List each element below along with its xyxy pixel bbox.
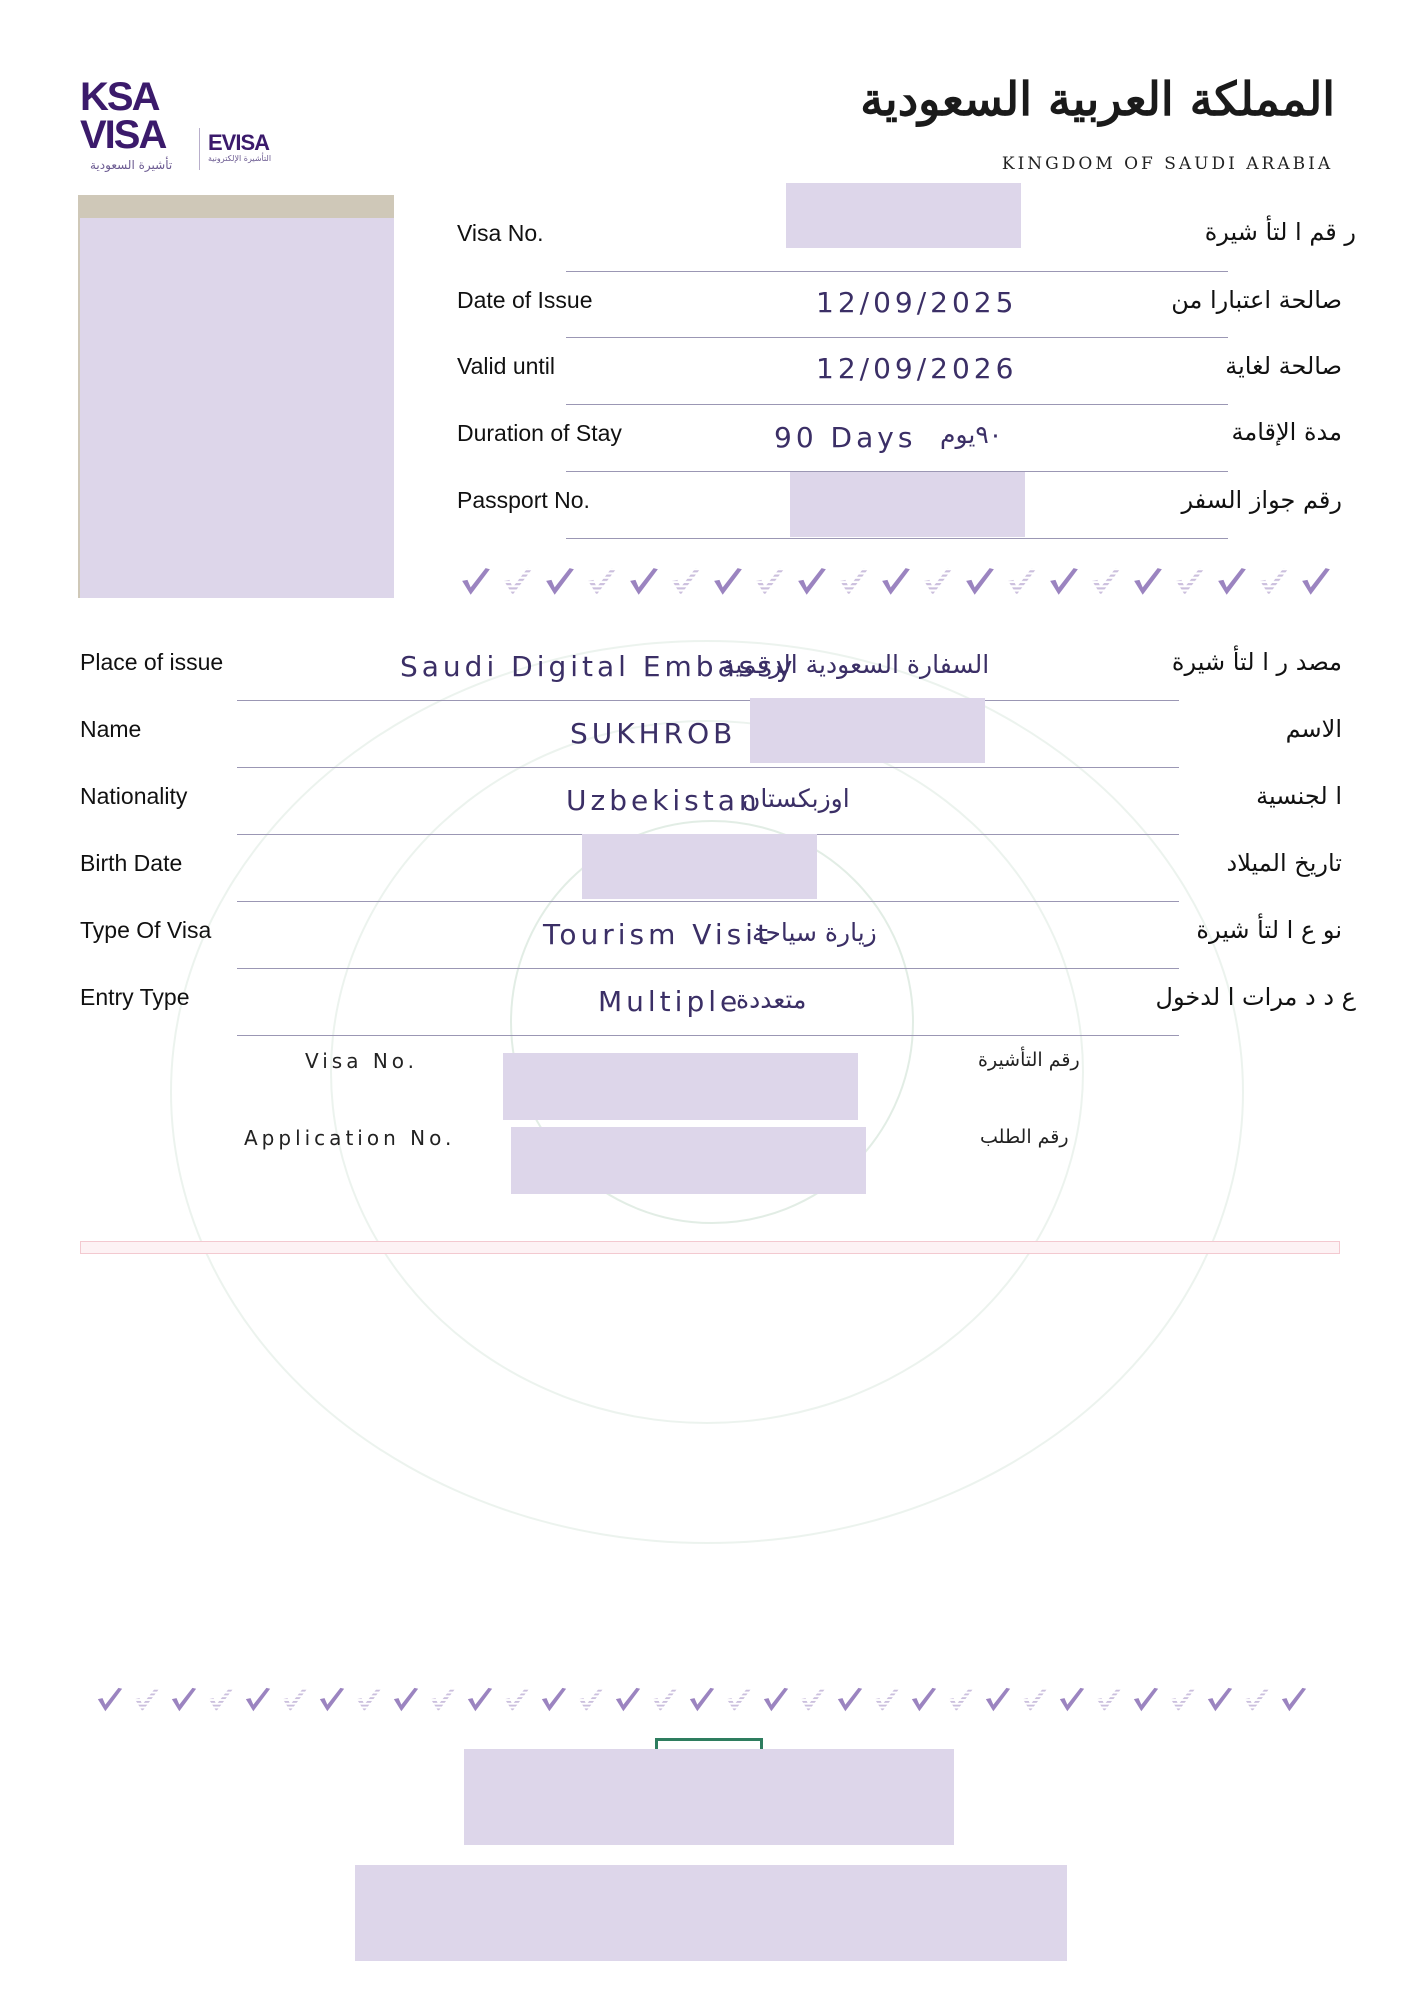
checkmark-icon bbox=[1206, 1686, 1234, 1714]
barcode-redaction bbox=[355, 1865, 1067, 1961]
checkmark-icon bbox=[688, 1686, 716, 1714]
checkmark-icon bbox=[796, 566, 828, 598]
checkmark-icon bbox=[1132, 1686, 1160, 1714]
application-number-redaction bbox=[511, 1127, 866, 1194]
checkmark-icon bbox=[880, 566, 912, 598]
visa-number-redaction bbox=[786, 183, 1021, 248]
divider bbox=[566, 404, 1228, 405]
checkmark-icon bbox=[754, 566, 786, 598]
checkmark-icon bbox=[725, 1686, 753, 1714]
checkmark-icon bbox=[429, 1686, 457, 1714]
divider bbox=[237, 901, 1179, 902]
checkmark-icon bbox=[170, 1686, 198, 1714]
entry-type-label-ar: ع د د مرات ا لدخول bbox=[1155, 983, 1356, 1011]
separator-band bbox=[80, 1241, 1340, 1254]
ref-visa-number-label: Visa No. bbox=[305, 1049, 419, 1073]
checkmark-strip bbox=[460, 566, 1340, 606]
visa-type-label-ar: نو ع ا لتأ شيرة bbox=[1196, 916, 1342, 944]
checkmark-icon bbox=[1006, 566, 1038, 598]
duration-of-stay-label-ar: مدة الإقامة bbox=[1231, 418, 1342, 446]
divider bbox=[566, 337, 1228, 338]
checkmark-icon bbox=[873, 1686, 901, 1714]
passport-number-label-ar: رقم جواز السفر bbox=[1181, 486, 1342, 514]
duration-of-stay-value-ar: ٩٠يوم bbox=[940, 420, 1003, 449]
nationality-label: Nationality bbox=[80, 783, 188, 809]
checkmark-icon bbox=[947, 1686, 975, 1714]
ksa-visa-logo bbox=[80, 75, 200, 178]
name-label-ar: الاسم bbox=[1285, 715, 1342, 743]
date-of-issue-label: Date of Issue bbox=[457, 287, 593, 313]
date-of-issue-label-ar: صالحة اعتبارا من bbox=[1171, 286, 1342, 314]
valid-until-value: 12/09/2026 bbox=[816, 352, 1018, 385]
checkmark-icon bbox=[1048, 566, 1080, 598]
logo-divider bbox=[199, 128, 200, 170]
checkmark-icon bbox=[984, 1686, 1012, 1714]
checkmark-icon bbox=[577, 1686, 605, 1714]
duration-of-stay-label: Duration of Stay bbox=[457, 420, 622, 446]
checkmark-icon bbox=[544, 566, 576, 598]
passport-number-redaction bbox=[790, 472, 1025, 537]
valid-until-label-ar: صالحة لغاية bbox=[1225, 352, 1342, 380]
nationality-value: Uzbekistan bbox=[566, 784, 761, 817]
qr-code-redaction bbox=[464, 1749, 954, 1845]
checkmark-strip-bottom bbox=[96, 1686, 1328, 1722]
checkmark-icon bbox=[1280, 1686, 1308, 1714]
logo-evisa-subtitle: التأشيرة الإلكترونية bbox=[208, 154, 272, 163]
divider bbox=[566, 271, 1228, 272]
duration-of-stay-value: 90 Days bbox=[774, 421, 917, 454]
logo-visa-text: VISA bbox=[80, 113, 166, 157]
entry-type-value-ar: متعددة bbox=[736, 985, 807, 1014]
photo-redaction bbox=[80, 218, 394, 598]
checkmark-icon bbox=[614, 1686, 642, 1714]
checkmark-icon bbox=[1021, 1686, 1049, 1714]
checkmark-icon bbox=[1300, 566, 1332, 598]
place-of-issue-value: Saudi Digital Embassy bbox=[400, 650, 797, 683]
place-of-issue-value-ar: السفارة السعودية الرقمية bbox=[722, 650, 990, 679]
checkmark-icon bbox=[670, 566, 702, 598]
checkmark-icon bbox=[1243, 1686, 1271, 1714]
checkmark-icon bbox=[392, 1686, 420, 1714]
checkmark-icon bbox=[96, 1686, 124, 1714]
checkmark-icon bbox=[910, 1686, 938, 1714]
kingdom-arabic-calligraphy: المملكة العربية السعودية bbox=[860, 72, 1335, 126]
divider bbox=[237, 700, 1179, 701]
birth-date-redaction bbox=[582, 834, 817, 899]
checkmark-icon bbox=[586, 566, 618, 598]
kingdom-english-title: KINGDOM OF SAUDI ARABIA bbox=[1001, 154, 1334, 174]
evisa-logo bbox=[208, 132, 298, 177]
birth-date-label: Birth Date bbox=[80, 850, 183, 876]
checkmark-icon bbox=[922, 566, 954, 598]
checkmark-icon bbox=[1169, 1686, 1197, 1714]
application-number-label: Application No. bbox=[244, 1126, 456, 1150]
checkmark-icon bbox=[355, 1686, 383, 1714]
entry-type-label: Entry Type bbox=[80, 984, 190, 1010]
checkmark-icon bbox=[244, 1686, 272, 1714]
divider bbox=[237, 1035, 1179, 1036]
entry-type-value: Multiple bbox=[598, 985, 742, 1018]
visa-type-value: Tourism Visit bbox=[543, 918, 772, 951]
checkmark-icon bbox=[651, 1686, 679, 1714]
application-number-label-ar: رقم الطلب bbox=[980, 1126, 1069, 1148]
checkmark-icon bbox=[838, 566, 870, 598]
checkmark-icon bbox=[1132, 566, 1164, 598]
visa-number-label-ar: ر قم ا لتأ شيرة bbox=[1204, 218, 1356, 246]
name-value: SUKHROB bbox=[570, 717, 737, 750]
checkmark-icon bbox=[503, 1686, 531, 1714]
nationality-label-ar: ا لجنسية bbox=[1256, 782, 1342, 810]
checkmark-icon bbox=[207, 1686, 235, 1714]
divider bbox=[566, 538, 1228, 539]
visa-number-label: Visa No. bbox=[457, 220, 544, 246]
checkmark-icon bbox=[318, 1686, 346, 1714]
checkmark-icon bbox=[964, 566, 996, 598]
logo-ksa-subtitle: تأشيرة السعودية bbox=[90, 158, 173, 172]
checkmark-icon bbox=[1216, 566, 1248, 598]
ref-visa-number-label-ar: رقم التأشيرة bbox=[978, 1049, 1080, 1071]
valid-until-label: Valid until bbox=[457, 353, 556, 379]
place-of-issue-label: Place of issue bbox=[80, 649, 224, 675]
checkmark-icon bbox=[466, 1686, 494, 1714]
checkmark-icon bbox=[502, 566, 534, 598]
place-of-issue-label-ar: مصد ر ا لتأ شيرة bbox=[1171, 648, 1342, 676]
ref-visa-number-redaction bbox=[503, 1053, 858, 1120]
visa-type-label: Type Of Visa bbox=[80, 917, 212, 943]
checkmark-icon bbox=[1174, 566, 1206, 598]
checkmark-icon bbox=[762, 1686, 790, 1714]
checkmark-icon bbox=[836, 1686, 864, 1714]
checkmark-icon bbox=[133, 1686, 161, 1714]
checkmark-icon bbox=[1090, 566, 1122, 598]
logo-evisa-text: EVISA bbox=[208, 130, 270, 155]
checkmark-icon bbox=[1095, 1686, 1123, 1714]
checkmark-icon bbox=[1058, 1686, 1086, 1714]
checkmark-icon bbox=[799, 1686, 827, 1714]
passport-number-label: Passport No. bbox=[457, 487, 590, 513]
birth-date-label-ar: تاريخ الميلاد bbox=[1226, 849, 1342, 877]
visa-type-value-ar: زيارة سياحة bbox=[752, 918, 877, 947]
checkmark-icon bbox=[540, 1686, 568, 1714]
checkmark-icon bbox=[712, 566, 744, 598]
logo-ksa-text: KSA bbox=[80, 75, 159, 119]
date-of-issue-value: 12/09/2025 bbox=[816, 286, 1018, 319]
divider bbox=[237, 968, 1179, 969]
checkmark-icon bbox=[460, 566, 492, 598]
name-label: Name bbox=[80, 716, 142, 742]
checkmark-icon bbox=[1258, 566, 1290, 598]
checkmark-icon bbox=[628, 566, 660, 598]
checkmark-icon bbox=[281, 1686, 309, 1714]
divider bbox=[237, 767, 1179, 768]
name-redaction bbox=[750, 698, 985, 763]
nationality-value-ar: اوزبكستان bbox=[742, 784, 850, 813]
